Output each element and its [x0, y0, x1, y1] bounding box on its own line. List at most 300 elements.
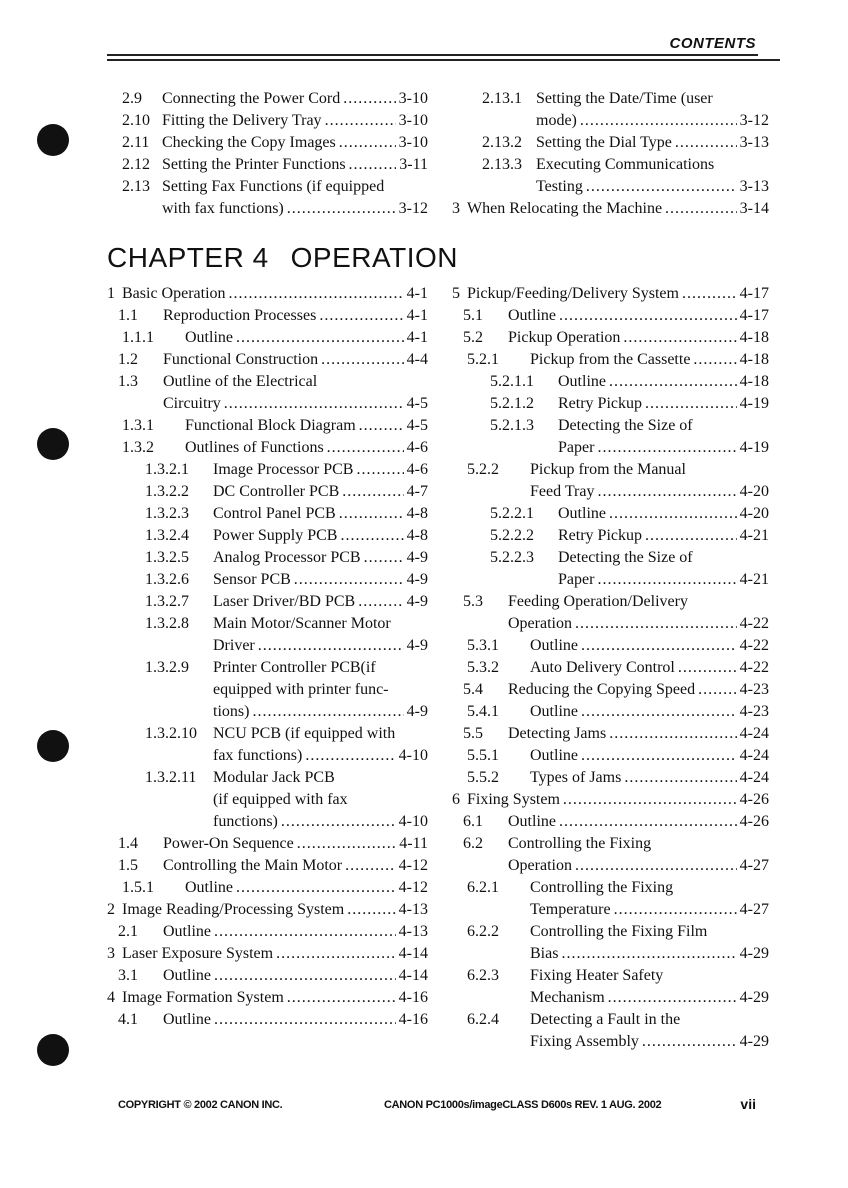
dot-leader — [559, 305, 737, 327]
toc-entry-number: 1.3.2.7 — [145, 593, 189, 610]
toc-entry — [107, 283, 428, 305]
toc-entry-number: 5.2.1 — [467, 351, 499, 368]
toc-entry — [452, 767, 769, 789]
toc-entry — [452, 657, 769, 679]
toc-entry — [452, 833, 769, 855]
toc-entry — [452, 855, 769, 877]
toc-upper-left-column — [122, 88, 428, 220]
toc-entry-number: 6.2.2 — [467, 923, 499, 940]
toc-entry-title: Temperature — [530, 901, 611, 918]
toc-entry-page: 4-5 — [406, 417, 428, 434]
toc-entry-title: Power-On Sequence — [163, 835, 294, 852]
toc-entry-number: 1.3.2.2 — [145, 483, 189, 500]
toc-entry — [107, 327, 428, 349]
toc-entry — [452, 525, 769, 547]
toc-entry-title: Outline — [163, 967, 211, 984]
toc-entry-page: 4-27 — [739, 857, 769, 874]
toc-entry — [452, 459, 769, 481]
toc-entry-title: Outline — [508, 307, 556, 324]
toc-entry-page: 4-17 — [739, 285, 769, 302]
toc-entry-title: Fixing Assembly — [530, 1033, 639, 1050]
toc-entry-title: Outline — [163, 1011, 211, 1028]
toc-entry-number: 5.5 — [463, 725, 483, 742]
toc-entry — [107, 371, 428, 393]
toc-entry — [452, 198, 769, 220]
toc-entry-number: 2.13.3 — [482, 156, 522, 173]
toc-entry-title: NCU PCB (if equipped with — [213, 725, 396, 742]
dot-leader — [339, 503, 404, 525]
toc-entry — [107, 899, 428, 921]
dot-leader — [597, 569, 736, 591]
toc-entry-page: 4-13 — [398, 923, 428, 940]
toc-entry-number: 1.3.2.5 — [145, 549, 189, 566]
dot-leader — [645, 393, 737, 415]
footer-model: CANON PC1000s/imageCLASS D600s REV. 1 AUG. 2002 — [384, 1099, 662, 1111]
toc-entry-title: Detecting Jams — [508, 725, 607, 742]
toc-entry-title: Outline of the Electrical — [163, 373, 318, 390]
toc-entry-number: 5.3 — [463, 593, 483, 610]
toc-entry — [122, 88, 428, 110]
toc-entry-number: 6.2.3 — [467, 967, 499, 984]
toc-entry — [107, 833, 428, 855]
toc-entry — [107, 811, 428, 833]
toc-entry — [107, 393, 428, 415]
toc-entry-title: Executing Communications — [536, 156, 715, 173]
toc-entry — [452, 88, 769, 110]
toc-upper-right-column — [452, 88, 769, 220]
toc-entry — [452, 943, 769, 965]
toc-entry-title: Feed Tray — [530, 483, 595, 500]
toc-entry-title: Reproduction Processes — [163, 307, 317, 324]
dot-leader — [642, 1031, 737, 1053]
toc-entry-title: Printer Controller PCB(if — [213, 659, 376, 676]
toc-entry-page: 4-29 — [739, 989, 769, 1006]
toc-entry-title: Outline — [508, 813, 556, 830]
dot-leader — [294, 569, 404, 591]
toc-entry-title: Outline — [558, 373, 606, 390]
toc-entry-number: 1.3.2.6 — [145, 571, 189, 588]
dot-leader — [356, 459, 403, 481]
toc-entry-number: 2.12 — [122, 156, 150, 173]
dot-leader — [597, 437, 736, 459]
toc-entry — [452, 437, 769, 459]
toc-entry-page: 4-9 — [406, 571, 428, 588]
header-rule — [107, 54, 758, 56]
dot-leader — [287, 198, 396, 220]
toc-entry — [452, 701, 769, 723]
dot-leader — [561, 943, 736, 965]
binder-hole — [37, 428, 69, 460]
dot-leader — [693, 349, 736, 371]
chapter-title: OPERATION — [290, 242, 458, 273]
dot-leader — [339, 132, 396, 154]
toc-entry-number: 5.5.2 — [467, 769, 499, 786]
toc-entry-number: 3 — [452, 200, 460, 217]
toc-entry-number: 1.3.2 — [122, 439, 154, 456]
toc-entry-number: 2.1 — [118, 923, 138, 940]
toc-entry-title: Analog Processor PCB — [213, 549, 361, 566]
dot-leader — [364, 547, 404, 569]
toc-entry-page: 4-18 — [739, 329, 769, 346]
toc-entry — [107, 657, 428, 679]
toc-entry — [107, 767, 428, 789]
toc-entry-number: 4 — [107, 989, 115, 1006]
toc-entry-title: Image Reading/Processing System — [122, 901, 345, 918]
toc-entry-page: 4-1 — [406, 285, 428, 302]
dot-leader — [229, 283, 404, 305]
toc-entry-number: 1.3 — [118, 373, 138, 390]
toc-entry-page: 4-5 — [406, 395, 428, 412]
toc-entry-title: functions) — [213, 813, 278, 830]
toc-entry-title: Image Processor PCB — [213, 461, 354, 478]
toc-entry-page: 3-11 — [399, 156, 428, 173]
toc-entry-title: Laser Driver/BD PCB — [213, 593, 356, 610]
toc-entry — [452, 415, 769, 437]
toc-entry — [107, 525, 428, 547]
toc-entry — [452, 547, 769, 569]
toc-entry — [107, 459, 428, 481]
toc-entry-number: 2.10 — [122, 112, 150, 129]
toc-entry — [452, 679, 769, 701]
toc-entry-title: Outline — [185, 879, 233, 896]
toc-entry-page: 4-18 — [739, 373, 769, 390]
toc-entry-page: 3-12 — [739, 112, 769, 129]
toc-entry-page: 4-12 — [398, 879, 428, 896]
toc-entry-page: 3-13 — [739, 178, 769, 195]
dot-leader — [586, 176, 737, 198]
dot-leader — [597, 481, 736, 503]
dot-leader — [214, 921, 396, 943]
dot-leader — [349, 154, 397, 176]
toc-entry-number: 1.1 — [118, 307, 138, 324]
toc-entry-number: 6 — [452, 791, 460, 808]
dot-leader — [258, 635, 404, 657]
toc-entry-title: Fixing System — [467, 791, 560, 808]
binder-hole — [37, 124, 69, 156]
dot-leader — [345, 855, 396, 877]
toc-entry-page: 4-9 — [406, 637, 428, 654]
toc-entry-title: Controlling the Fixing — [508, 835, 652, 852]
toc-entry-number: 5.1 — [463, 307, 483, 324]
toc-entry — [107, 921, 428, 943]
toc-entry — [122, 132, 428, 154]
toc-entry-title: Pickup from the Manual — [530, 461, 686, 478]
toc-entry — [107, 437, 428, 459]
toc-entry-page: 4-16 — [398, 1011, 428, 1028]
dot-leader — [281, 811, 396, 833]
toc-entry-title: Outline — [185, 329, 233, 346]
toc-entry-title: Pickup/Feeding/Delivery System — [467, 285, 679, 302]
toc-entry-number: 5.2.2.1 — [490, 505, 534, 522]
toc-entry-number: 5.2.2.3 — [490, 549, 534, 566]
dot-leader — [581, 701, 737, 723]
chapter-label: CHAPTER 4 — [107, 242, 269, 273]
toc-lower-right-column — [452, 283, 769, 1053]
toc-entry — [452, 132, 769, 154]
toc-entry-page: 4-22 — [739, 659, 769, 676]
toc-entry-number: 5.2.2.2 — [490, 527, 534, 544]
toc-entry — [107, 569, 428, 591]
dot-leader — [287, 987, 396, 1009]
toc-entry-title: Outline — [163, 923, 211, 940]
dot-leader — [214, 1009, 396, 1031]
toc-entry-number: 1.2 — [118, 351, 138, 368]
dot-leader — [214, 965, 396, 987]
toc-entry-page: 4-7 — [406, 483, 428, 500]
toc-entry — [452, 965, 769, 987]
toc-entry-number: 1.5.1 — [122, 879, 154, 896]
dot-leader — [608, 987, 737, 1009]
toc-entry-title: Functional Construction — [163, 351, 319, 368]
toc-entry-number: 5.4.1 — [467, 703, 499, 720]
binder-hole — [37, 730, 69, 762]
dot-leader — [581, 745, 737, 767]
toc-entry-title: Image Formation System — [122, 989, 284, 1006]
toc-entry-page: 4-9 — [406, 549, 428, 566]
toc-entry — [107, 481, 428, 503]
toc-entry-title: Outline — [530, 637, 578, 654]
toc-entry-title: Power Supply PCB — [213, 527, 338, 544]
toc-entry-page: 4-8 — [406, 505, 428, 522]
toc-entry-number: 1.3.2.8 — [145, 615, 189, 632]
toc-entry-title: mode) — [536, 112, 577, 129]
toc-entry — [107, 1009, 428, 1031]
dot-leader — [358, 591, 403, 613]
toc-entry-number: 1.3.2.1 — [145, 461, 189, 478]
toc-entry — [452, 305, 769, 327]
toc-entry — [122, 176, 428, 198]
toc-entry-title: Controlling the Fixing Film — [530, 923, 708, 940]
toc-entry — [452, 635, 769, 657]
binder-hole — [37, 1034, 69, 1066]
toc-entry-page: 4-20 — [739, 483, 769, 500]
toc-entry-page: 4-8 — [406, 527, 428, 544]
toc-entry-title: Retry Pickup — [558, 527, 642, 544]
toc-entry-number: 3 — [107, 945, 115, 962]
toc-entry-title: Connecting the Power Cord — [162, 90, 341, 107]
toc-entry-page: 3-14 — [739, 200, 769, 217]
toc-entry — [452, 393, 769, 415]
toc-entry-number: 5.2.1.2 — [490, 395, 534, 412]
toc-entry-title: Outline — [530, 703, 578, 720]
dot-leader — [343, 88, 395, 110]
toc-entry-title: Feeding Operation/Delivery — [508, 593, 688, 610]
toc-entry-page: 4-20 — [739, 505, 769, 522]
toc-entry — [452, 283, 769, 305]
dot-leader — [224, 393, 404, 415]
toc-entry-page: 4-22 — [739, 637, 769, 654]
toc-entry-page: 3-12 — [398, 200, 428, 217]
toc-entry-page: 4-10 — [398, 813, 428, 830]
toc-entry-title: Detecting the Size of — [558, 549, 693, 566]
toc-entry — [452, 481, 769, 503]
toc-entry-title: Operation — [508, 857, 572, 874]
toc-entry — [452, 723, 769, 745]
toc-entry — [452, 613, 769, 635]
toc-entry-title: When Relocating the Machine — [467, 200, 663, 217]
page-number: vii — [740, 1096, 756, 1112]
toc-entry-title: Setting the Printer Functions — [162, 156, 346, 173]
dot-leader — [614, 899, 737, 921]
toc-entry-page: 4-26 — [739, 791, 769, 808]
toc-entry-title: Bias — [530, 945, 559, 962]
toc-entry-title: Main Motor/Scanner Motor — [213, 615, 391, 632]
toc-entry-number: 5.2.2 — [467, 461, 499, 478]
toc-entry-page: 4-4 — [406, 351, 428, 368]
toc-entry-number: 1.3.2.9 — [145, 659, 189, 676]
dot-leader — [678, 657, 737, 679]
toc-entry — [452, 899, 769, 921]
dot-leader — [645, 525, 737, 547]
toc-entry-title: Paper — [558, 439, 595, 456]
toc-entry-title: Types of Jams — [530, 769, 622, 786]
dot-leader — [236, 877, 396, 899]
toc-entry-page: 4-26 — [739, 813, 769, 830]
dot-leader — [340, 525, 403, 547]
toc-entry-page: 4-21 — [739, 527, 769, 544]
toc-entry-page: 4-11 — [399, 835, 428, 852]
toc-entry — [107, 855, 428, 877]
toc-entry-page: 4-23 — [739, 681, 769, 698]
dot-leader — [327, 437, 404, 459]
toc-entry — [107, 745, 428, 767]
toc-entry-page: 4-12 — [398, 857, 428, 874]
dot-leader — [359, 415, 404, 437]
dot-leader — [609, 723, 736, 745]
toc-entry-number: 5.2.1.1 — [490, 373, 534, 390]
toc-entry — [452, 987, 769, 1009]
toc-entry — [107, 723, 428, 745]
toc-entry-number: 1.3.2.4 — [145, 527, 189, 544]
toc-entry-number: 1.3.2.11 — [145, 769, 197, 786]
toc-entry — [122, 154, 428, 176]
toc-entry — [452, 1031, 769, 1053]
toc-entry-page: 4-19 — [739, 439, 769, 456]
dot-leader — [319, 305, 403, 327]
toc-entry-title: Operation — [508, 615, 572, 632]
toc-entry-page: 4-23 — [739, 703, 769, 720]
toc-entry-title: Controlling the Fixing — [530, 879, 674, 896]
toc-entry-title: Fitting the Delivery Tray — [162, 112, 322, 129]
toc-entry — [107, 591, 428, 613]
toc-entry — [452, 745, 769, 767]
toc-entry-title: Retry Pickup — [558, 395, 642, 412]
toc-entry-title: DC Controller PCB — [213, 483, 340, 500]
toc-entry-page: 4-1 — [406, 329, 428, 346]
toc-entry-page: 4-24 — [739, 769, 769, 786]
toc-entry — [452, 591, 769, 613]
toc-entry — [107, 943, 428, 965]
toc-entry-page: 4-24 — [739, 725, 769, 742]
footer-copyright: COPYRIGHT © 2002 CANON INC. — [118, 1099, 283, 1111]
toc-entry-title: Setting Fax Functions (if equipped — [162, 178, 385, 195]
toc-entry — [452, 110, 769, 132]
header-rule — [107, 59, 780, 61]
toc-entry-title: Outlines of Functions — [185, 439, 324, 456]
toc-lower-left-column — [107, 283, 428, 1031]
toc-entry-title: Controlling the Main Motor — [163, 857, 343, 874]
toc-entry — [122, 198, 428, 220]
toc-entry-title: Outline — [558, 505, 606, 522]
toc-entry — [452, 877, 769, 899]
toc-entry-title: (if equipped with fax — [213, 791, 348, 808]
toc-entry-title: Detecting the Size of — [558, 417, 693, 434]
toc-entry-page: 4-14 — [398, 945, 428, 962]
running-header: CONTENTS — [669, 35, 756, 52]
toc-entry-title: Outline — [530, 747, 578, 764]
toc-entry-number: 4.1 — [118, 1011, 138, 1028]
toc-entry — [452, 349, 769, 371]
toc-entry-page: 4-21 — [739, 571, 769, 588]
toc-entry-number: 5.2.1.3 — [490, 417, 534, 434]
dot-leader — [236, 327, 404, 349]
toc-entry-title: Driver — [213, 637, 255, 654]
dot-leader — [342, 481, 403, 503]
toc-entry-page: 4-16 — [398, 989, 428, 1006]
toc-entry-page: 4-14 — [398, 967, 428, 984]
toc-entry-title: Laser Exposure System — [122, 945, 274, 962]
toc-entry-title: Fixing Heater Safety — [530, 967, 664, 984]
toc-entry-page: 3-10 — [398, 90, 428, 107]
toc-entry-title: with fax functions) — [162, 200, 284, 217]
toc-entry-number: 1.4 — [118, 835, 138, 852]
dot-leader — [623, 327, 736, 349]
toc-entry-number: 6.2.4 — [467, 1011, 499, 1028]
toc-entry — [452, 1009, 769, 1031]
toc-entry — [452, 789, 769, 811]
toc-entry-title: Pickup Operation — [508, 329, 621, 346]
dot-leader — [559, 811, 737, 833]
toc-entry-title: Functional Block Diagram — [185, 417, 356, 434]
toc-entry — [107, 679, 428, 701]
toc-entry-title: Setting the Dial Type — [536, 134, 672, 151]
toc-entry-number: 5.3.1 — [467, 637, 499, 654]
dot-leader — [675, 132, 737, 154]
toc-entry-page: 4-27 — [739, 901, 769, 918]
toc-entry-number: 5.2 — [463, 329, 483, 346]
dot-leader — [698, 679, 737, 701]
dot-leader — [347, 899, 395, 921]
toc-entry-number: 1.3.1 — [122, 417, 154, 434]
toc-entry — [452, 811, 769, 833]
toc-entry-page: 4-13 — [398, 901, 428, 918]
toc-entry-title: fax functions) — [213, 747, 303, 764]
dot-leader — [580, 110, 737, 132]
dot-leader — [252, 701, 403, 723]
dot-leader — [276, 943, 396, 965]
dot-leader — [609, 371, 737, 393]
dot-leader — [575, 613, 737, 635]
toc-entry — [107, 415, 428, 437]
toc-entry-title: Testing — [536, 178, 583, 195]
dot-leader — [297, 833, 397, 855]
toc-entry-page: 4-1 — [406, 307, 428, 324]
toc-entry-title: Checking the Copy Images — [162, 134, 336, 151]
toc-entry — [107, 547, 428, 569]
toc-entry — [452, 154, 769, 176]
toc-entry-number: 2.13.1 — [482, 90, 522, 107]
toc-entry-title: Basic Operation — [122, 285, 226, 302]
toc-entry-page: 3-10 — [398, 112, 428, 129]
toc-entry-title: Pickup from the Cassette — [530, 351, 691, 368]
toc-entry-number: 3.1 — [118, 967, 138, 984]
toc-entry-title: Reducing the Copying Speed — [508, 681, 696, 698]
toc-entry-page: 4-6 — [406, 461, 428, 478]
toc-entry — [122, 110, 428, 132]
toc-entry-title: Setting the Date/Time (user — [536, 90, 713, 107]
dot-leader — [665, 198, 737, 220]
dot-leader — [624, 767, 736, 789]
